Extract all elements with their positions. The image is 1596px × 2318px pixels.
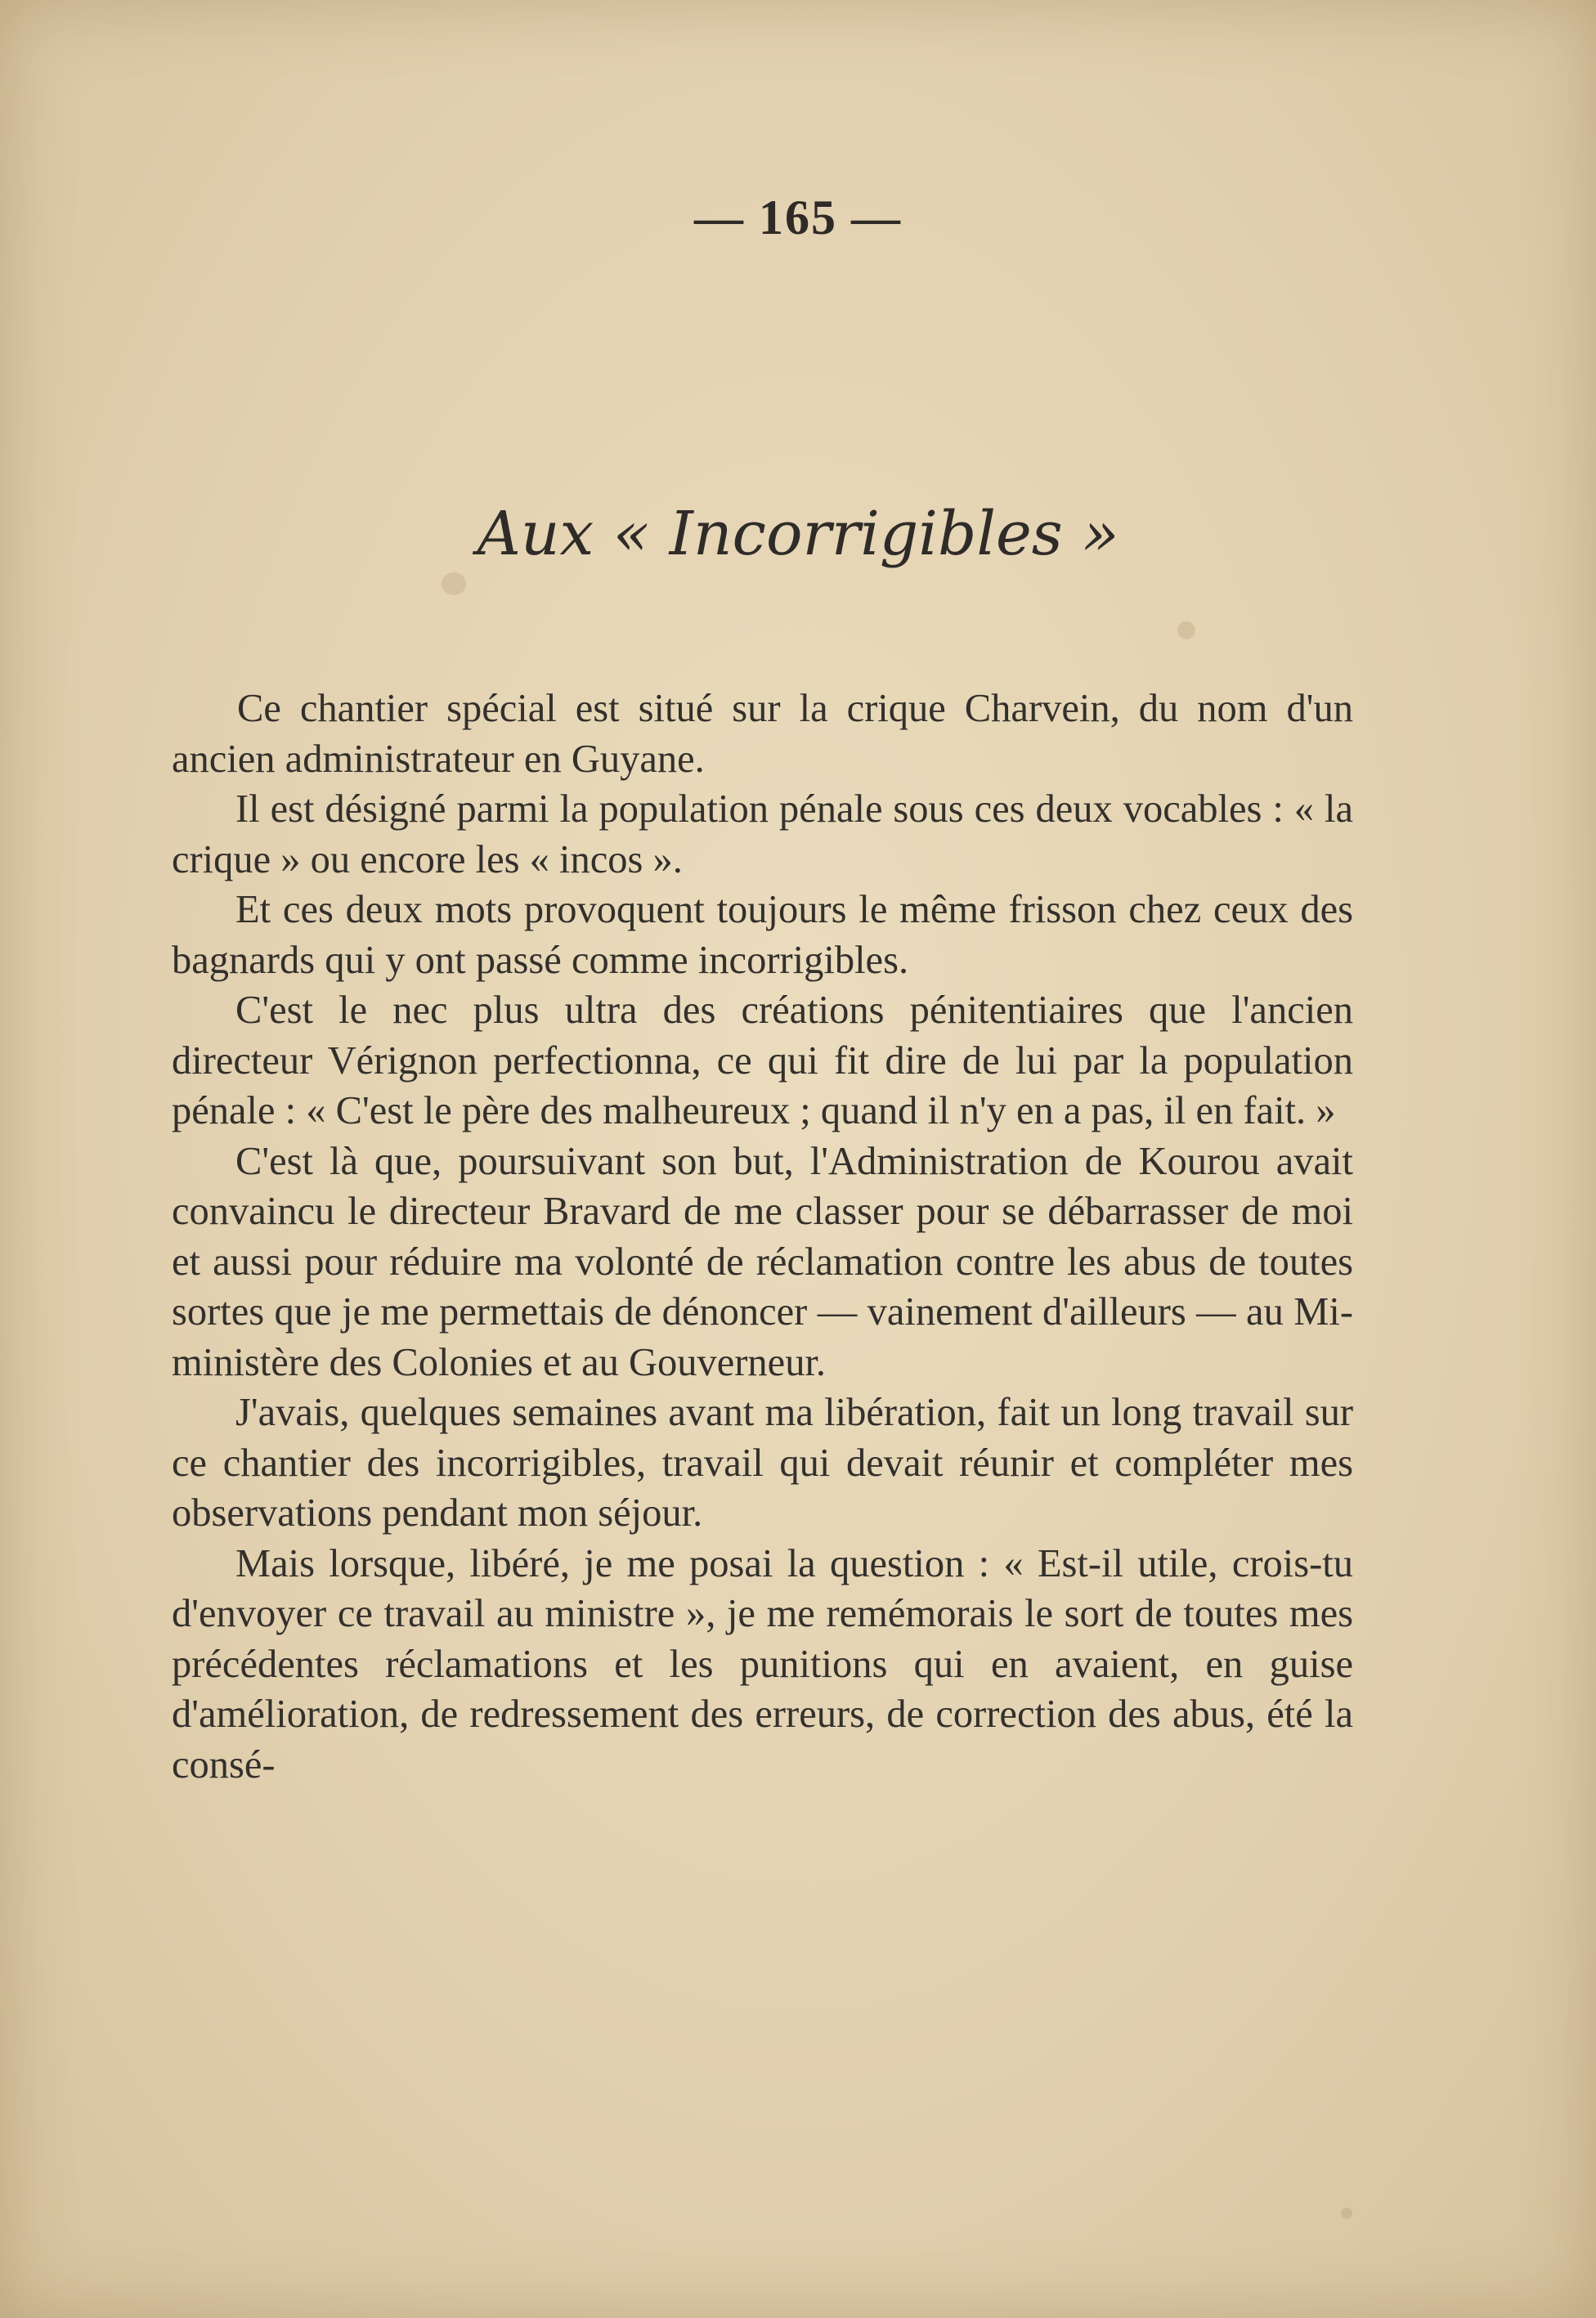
- paragraph: Mais lorsque, libéré, je me posai la question : « Est-il utile, crois-tu d'envoyer ce travail au ministre », je me remémorais le sort de toutes mes précédentes réclamations et les punitions qui en avaient, en guise d'amélioration, de redressement des erreurs, de correction des abus, été la consé-: [172, 1541, 1353, 1787]
- chapter-title: Aux « Incorrigibles »: [477, 499, 1119, 569]
- paragraph: C'est là que, poursuivant son but, l'Administration de Kourou avait convaincu le directeur Bravard de me classer pour se débarrasser de moi et aussi pour réduire ma volonté de réclamation contre les abus de toutes sortes que je me permettais de dénoncer — vainement d'ailleurs — au Miministère des Colonies et au Gouverneur.: [172, 1139, 1353, 1384]
- paper-stain: [1341, 2208, 1352, 2219]
- paragraph: C'est le nec plus ultra des créations pénitentiaires que l'ancien directeur Vérignon perfectionna, ce qui fit dire de lui par la population pénale : « C'est le père des malheureux ; quand il n'y en a pas, il en fait. »: [172, 989, 1353, 1132]
- paper-stain: [1177, 621, 1195, 639]
- paper-stain: [442, 572, 466, 595]
- paragraph: Et ces deux mots provoquent toujours le même frisson chez ceux des bagnards qui y ont passé comme incorrigibles.: [172, 888, 1353, 982]
- body-text: [172, 684, 1353, 1790]
- paragraph: Ce chantier spécial est situé sur la crique Charvein, du nom d'un ancien administrateur en Guyane.: [172, 687, 1353, 781]
- page-number: — 165 —: [694, 191, 902, 244]
- paragraph: J'avais, quelques semaines avant ma libération, fait un long travail sur ce chantier des incorrigibles, travail qui devait réunir et compléter mes observations pendant mon séjour.: [172, 1391, 1353, 1535]
- paragraph: Il est désigné parmi la population pénale sous ces deux vocables : « la crique » ou encore les « incos ».: [172, 787, 1353, 881]
